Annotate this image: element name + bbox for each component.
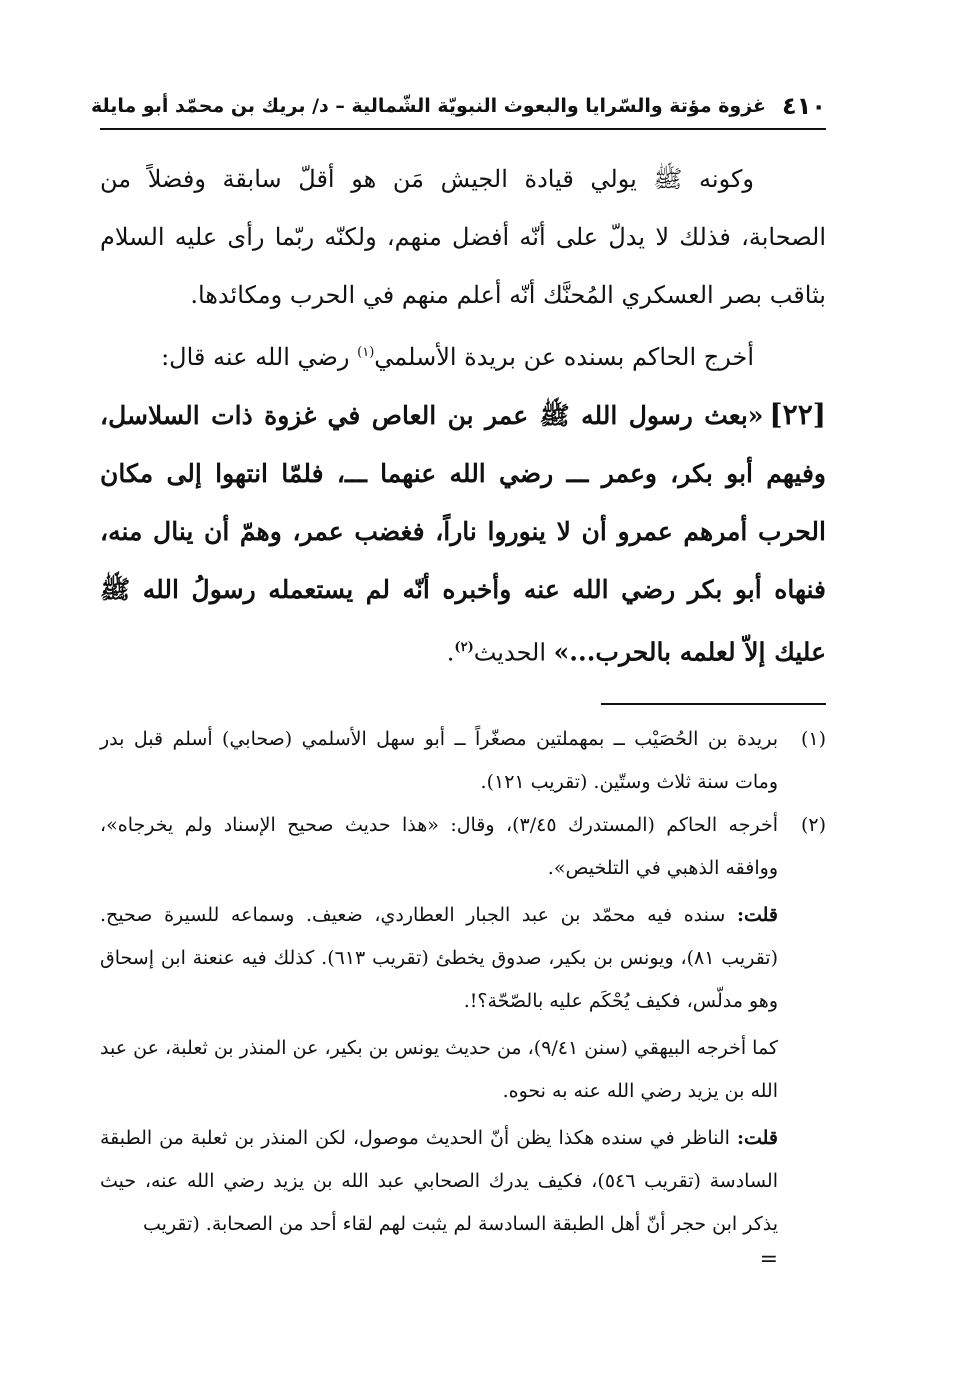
note-bayhaqi: كما أخرجه البيهقي (سنن ٩/٤١)، من حديث يونس بن بكير، عن المنذر بن ثعلبة، عن عبد الله بن يزيد رضي الله عنه به نحوه. <box>100 1037 779 1102</box>
qult-label-2: قلت: <box>736 1127 778 1149</box>
running-title: غزوة مؤتة والسّرايا والبعوث النبويّة الشّمالية – د/ بريك بن محمّد أبو مايلة <box>90 95 767 117</box>
qult-label-1: قلت: <box>736 904 778 926</box>
qult-2-text: الناظر في سنده هكذا يظن أنّ الحديث موصول، لكن المنذر بن ثعلبة من الطبقة السادسة (تقريب ٥٤٦)، فكيف يدرك الصحابي عبد الله بن يزيد رضي الله عنه، حيث يذكر ابن حجر أنّ أهل الطبقة السادسة لم يثبت لهم لقاء أحد من الصحابة. (تقريب <box>100 1127 778 1235</box>
page-number: ٤١٠ <box>782 92 826 120</box>
hadith-text: «بعث رسول الله ﷺ عمر بن العاص في غزوة ذات السلاسل، وفيهم أبو بكر، وعمر ـــ رضي الله عنهما ـــ، فلمّا انتهوا إلى مكان الحرب أمرهم عمرو أن لا ينوروا ناراً، فغضب عمر، وهمّ أن ينال منه، فنهاه أبو بكر رضي الله عنه وأخبره أنّه لم يستعمله رسولُ الله ﷺ عليك إلاّ لعلمه بالحرب...» <box>100 401 826 667</box>
footnote-ref-2[interactable]: (٢) <box>454 640 474 655</box>
page-header <box>90 84 826 130</box>
main-text <box>100 150 826 681</box>
qult-1-text: سنده فيه محمّد بن عبد الجبار العطاردي، ضعيف. وسماعه للسيرة صحيح. (تقريب ٨١)، ويونس بن بكير، صدوق يخطئ (تقريب ٦١٣). كذلك فيه عنعنة ابن إسحاق وهو مدلّس، فكيف يُحْكَم عليه بالصّحّة؟!. <box>100 904 779 1012</box>
footnote-1-text: بريدة بن الحُصَيْب ــ بمهملتين مصغّراً ــ أبو سهل الأسلمي (صحابي) أسلم قبل بدر ومات سنة ثلاث وستّين. (تقريب ١٢١). <box>100 728 778 793</box>
paragraph-2 <box>100 324 826 386</box>
footnotes <box>100 718 826 1274</box>
paragraph-2-text: أخرج الحاكم بسنده عن بريدة الأسلمي <box>374 343 754 371</box>
footnote-1 <box>100 718 826 804</box>
hadith-paragraph <box>100 386 826 681</box>
footnote-2 <box>100 804 826 890</box>
footnote-2-number: (٢) <box>800 814 826 836</box>
hadith-trail: الحديث <box>473 638 554 667</box>
continued-mark: = <box>759 1247 778 1272</box>
hadith-end: . <box>446 638 455 667</box>
footnote-1-number: (١) <box>800 728 826 750</box>
paragraph-1: وكونه ﷺ يولي قيادة الجيش مَن هو أقلّ سابقة وفضلاً من الصحابة، فذلك لا يدلّ على أنّه أفضل منهم، ولكنّه ربّما رأى عليه السلام بثاقب بصر العسكري المُحنَّك أنّه أعلم منهم في الحرب ومكائدها. <box>100 165 826 309</box>
hadith-number: [٢٢] <box>769 398 826 431</box>
footnote-separator <box>601 703 826 705</box>
paragraph-2-tail: رضي الله عنه قال: <box>161 343 358 371</box>
note-qult-1 <box>100 894 826 1023</box>
footnote-2-text: أخرجه الحاكم (المستدرك ٣/٤٥)، وقال: «هذا حديث صحيح الإسناد ولم يخرجاه»، ووافقه الذهبي في التلخيص». <box>100 814 778 879</box>
footnote-ref-1[interactable]: (١) <box>357 345 375 360</box>
note-qult-2 <box>100 1117 826 1246</box>
hadith-block <box>100 386 826 681</box>
